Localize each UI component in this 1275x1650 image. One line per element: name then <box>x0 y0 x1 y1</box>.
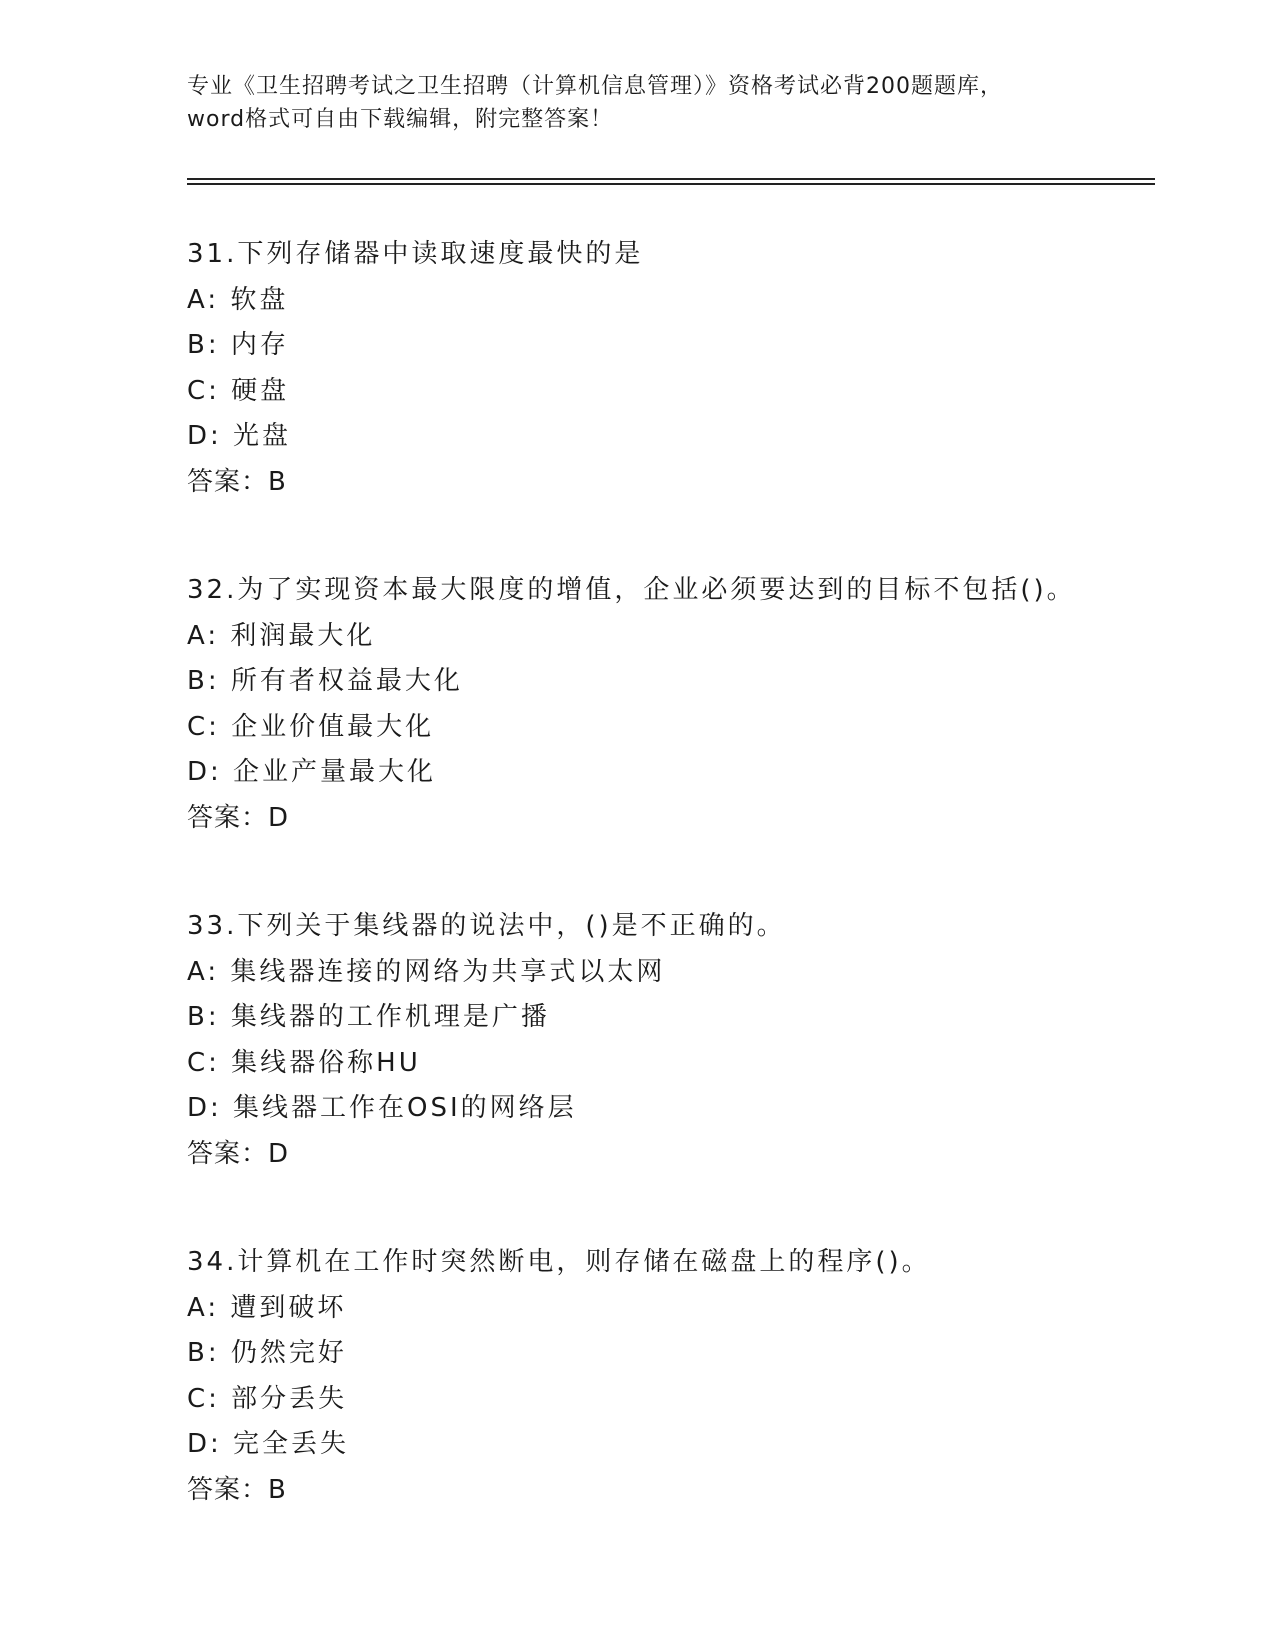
option-d: D: 光盘 <box>187 421 292 451</box>
answer-line: 答案：D <box>187 802 290 833</box>
question-stem: 31.下列存储器中读取速度最快的是 <box>187 239 644 269</box>
option-c: C: 硬盘 <box>187 375 290 406</box>
question-stem: 33.下列关于集线器的说法中，()是不正确的。 <box>187 911 786 941</box>
question-31 <box>187 232 1187 505</box>
question-stem: 32.为了实现资本最大限度的增值，企业必须要达到的目标不包括()。 <box>187 575 1076 605</box>
question-list <box>187 232 1187 1576</box>
question-33 <box>187 904 1187 1177</box>
question-32 <box>187 568 1187 841</box>
question-stem: 34.计算机在工作时突然断电，则存储在磁盘上的程序()。 <box>187 1247 931 1277</box>
header-line-2: word格式可自由下载编辑，附完整答案！ <box>187 107 614 132</box>
option-b: B: 所有者权益最大化 <box>187 666 463 696</box>
question-34 <box>187 1240 1187 1513</box>
option-b: B: 仍然完好 <box>187 1338 347 1368</box>
option-c: C: 部分丢失 <box>187 1383 348 1414</box>
option-c: C: 集线器俗称HU <box>187 1047 421 1078</box>
answer-line: 答案：B <box>187 1474 287 1505</box>
option-d: D: 集线器工作在OSI的网络层 <box>187 1093 577 1123</box>
answer-line: 答案：B <box>187 466 287 497</box>
option-a: A: 遭到破坏 <box>187 1292 347 1323</box>
option-d: D: 完全丢失 <box>187 1429 350 1459</box>
option-c: C: 企业价值最大化 <box>187 711 435 742</box>
document-header <box>187 70 1087 136</box>
answer-line: 答案：D <box>187 1138 290 1169</box>
option-a: A: 利润最大化 <box>187 620 376 651</box>
header-line-1: 专业《卫生招聘考试之卫生招聘（计算机信息管理）》资格考试必背200题题库， <box>187 74 1003 99</box>
option-a: A: 集线器连接的网络为共享式以太网 <box>187 956 666 987</box>
option-b: B: 内存 <box>187 330 289 360</box>
option-b: B: 集线器的工作机理是广播 <box>187 1002 550 1032</box>
option-d: D: 企业产量最大化 <box>187 757 437 787</box>
option-a: A: 软盘 <box>187 284 289 315</box>
header-divider-bottom <box>187 183 1155 185</box>
header-divider-top <box>187 178 1155 180</box>
